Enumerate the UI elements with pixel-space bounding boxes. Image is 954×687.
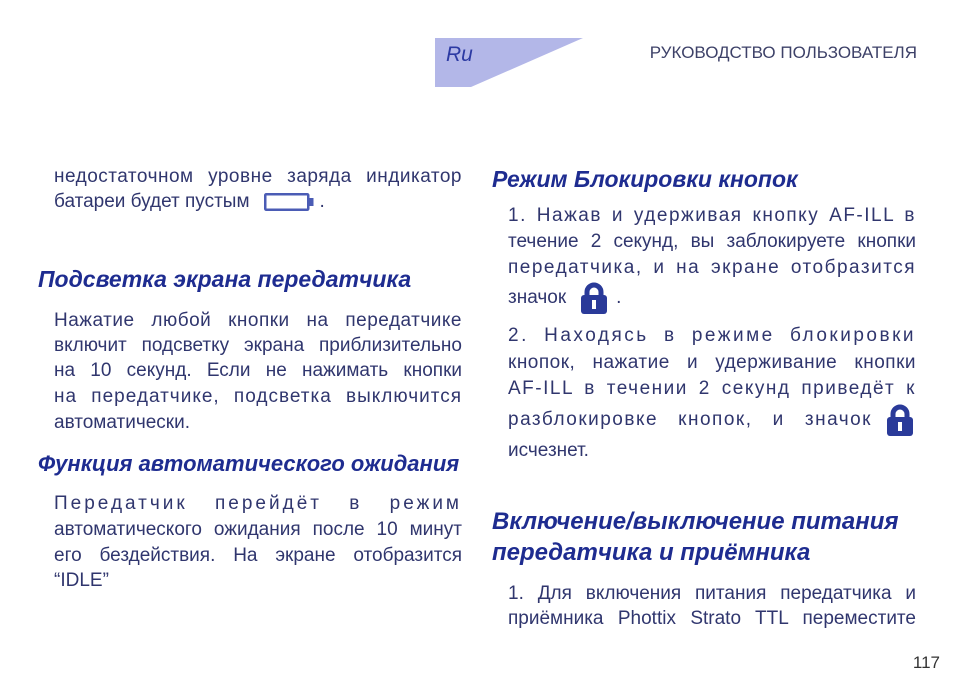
section-heading-backlight: Подсветка экрана передатчика [38, 266, 412, 292]
lock-icon [578, 281, 610, 315]
auto-standby-text-line: автоматического ожидания после 10 минут [54, 519, 462, 540]
battery-empty-icon [264, 193, 314, 211]
button-lock-step2-line: AF-ILL в течении 2 секунд приведёт к [508, 378, 916, 399]
backlight-text-line: Нажатие любой кнопки на передатчике [54, 310, 462, 331]
button-lock-step1-icon-text: значок [508, 287, 567, 308]
language-tab-label: Ru [446, 43, 473, 66]
page-number: 117 [912, 653, 940, 672]
lock-icon [884, 403, 916, 437]
button-lock-step2-icon-text: разблокировке кнопок, и значок [508, 409, 872, 430]
button-lock-step2-line: 2. Находясь в режиме блокировки [508, 325, 916, 346]
section-heading-power: передатчика и приёмника [492, 539, 811, 566]
power-step1-line: 1. Для включения питания передатчика и [508, 583, 916, 604]
power-step1-line: приёмника Phottix Strato TTL переместите [508, 608, 916, 629]
battery-note-line: недостаточном уровне заряда индикатор [54, 166, 462, 187]
button-lock-step1-icon-line [508, 281, 916, 315]
button-lock-step2-icon-line [508, 403, 916, 437]
section-heading-power: Включение/выключение питания [492, 508, 899, 535]
button-lock-step2-line: кнопок, нажатие и удерживание кнопки [508, 352, 916, 373]
battery-note-period: . [319, 191, 325, 212]
auto-standby-text-line: его бездействия. На экране отобразится [54, 545, 462, 566]
battery-note-icon-line [54, 189, 462, 215]
backlight-text-line: на передатчике, подсветка выключится [54, 386, 462, 407]
battery-note-text: батареи будет пустым [54, 191, 250, 212]
auto-standby-text-line: Передатчик перейдёт в режим [54, 493, 462, 514]
button-lock-step1-period: . [616, 287, 622, 308]
section-heading-button-lock: Режим Блокировки кнопок [492, 166, 798, 192]
button-lock-step1-line: передатчика, и на экране отобразится [508, 257, 916, 278]
backlight-text-line: включит подсветку экрана приблизительно [54, 335, 462, 356]
button-lock-step2-last-line: исчезнет. [508, 440, 589, 461]
section-heading-auto-standby: Функция автоматического ожидания [38, 451, 460, 476]
auto-standby-text-line: “IDLE” [54, 570, 109, 591]
manual-title: РУКОВОДСТВО ПОЛЬЗОВАТЕЛЯ [649, 43, 917, 62]
backlight-text-line: на 10 секунд. Если не нажимать кнопки [54, 360, 462, 381]
button-lock-step1-line: течение 2 секунд, вы заблокируете кнопки [508, 231, 916, 252]
backlight-text-line: автоматически. [54, 412, 190, 433]
button-lock-step1-line: 1. Нажав и удерживая кнопку AF-ILL в [508, 205, 916, 226]
